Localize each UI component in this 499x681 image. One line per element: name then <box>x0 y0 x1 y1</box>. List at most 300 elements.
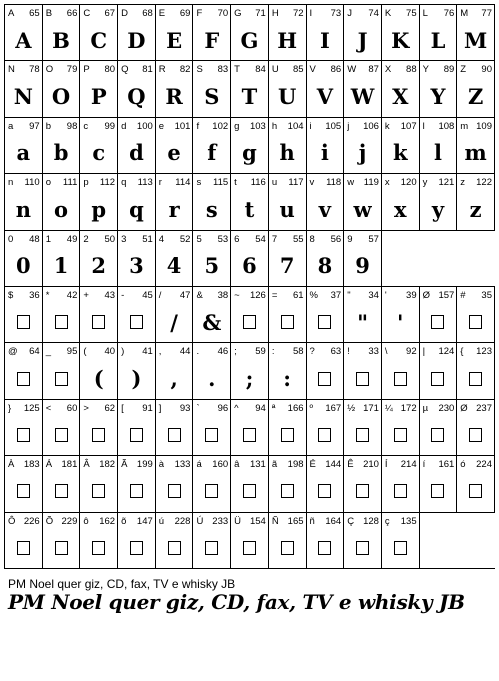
glyph-code-label: 77 <box>481 8 492 19</box>
glyph-label <box>347 346 379 357</box>
glyph-sample: x <box>394 196 407 222</box>
glyph-cell <box>80 174 118 230</box>
glyph-code-label: 100 <box>136 120 153 132</box>
glyph-cell <box>80 456 118 512</box>
glyph-cell <box>344 231 382 287</box>
glyph-char-label: h <box>271 120 278 132</box>
glyph-code-label: 105 <box>325 120 342 132</box>
glyph-code-label: 71 <box>255 8 266 19</box>
glyph-char-label: m <box>460 120 469 132</box>
missing-glyph-box <box>118 417 155 453</box>
glyph-char-label: N <box>8 64 15 76</box>
glyph-label <box>234 403 266 414</box>
glyph-code-label: 55 <box>292 233 304 245</box>
glyph-label <box>159 8 191 19</box>
glyph-label <box>83 234 115 245</box>
glyph-sample: M <box>464 27 488 53</box>
glyph-char-label: D <box>121 8 128 19</box>
glyph-cell <box>156 231 194 287</box>
glyph-cell <box>80 61 118 117</box>
glyph-label <box>385 459 417 470</box>
glyph-sample: ) <box>131 366 142 392</box>
glyph-char-label: f <box>196 120 200 132</box>
empty-cell <box>420 513 458 569</box>
glyph-label <box>159 177 191 188</box>
glyph-sample: 3 <box>129 253 144 279</box>
glyph-code-label: 40 <box>104 346 116 358</box>
glyph-sample: R <box>165 84 183 110</box>
glyph-code-label: 41 <box>142 346 153 358</box>
missing-glyph-box <box>231 417 268 453</box>
glyph-label <box>460 290 492 301</box>
glyph-label <box>423 403 455 414</box>
glyph-code-label: 56 <box>330 233 342 245</box>
glyph-cell <box>420 343 458 399</box>
glyph-label <box>121 516 153 527</box>
glyph-char-label: u <box>271 177 278 189</box>
glyph-label <box>385 64 417 75</box>
glyph-code-label: 66 <box>66 8 78 19</box>
glyph-code-label: 94 <box>255 402 266 414</box>
glyph-char-label: ½ <box>347 402 356 414</box>
glyph-cell <box>80 118 118 174</box>
glyph-label <box>310 234 342 245</box>
glyph-label <box>460 459 492 470</box>
glyph-code-label: 226 <box>23 515 40 527</box>
missing-glyph-box <box>420 304 457 340</box>
glyph-label <box>46 64 78 75</box>
missing-glyph-box <box>43 360 80 396</box>
glyph-cell <box>420 118 458 174</box>
glyph-char-label: g <box>234 120 240 132</box>
glyph-code-label: 60 <box>66 402 78 414</box>
glyph-code-label: 230 <box>438 402 455 414</box>
glyph-code-label: 64 <box>29 346 40 358</box>
glyph-cell <box>193 400 231 456</box>
glyph-char-label: V <box>309 64 316 76</box>
glyph-code-label: 116 <box>250 177 266 189</box>
glyph-code-label: 107 <box>400 120 417 132</box>
glyph-label <box>83 121 115 132</box>
glyph-label <box>8 121 40 132</box>
glyph-label <box>121 64 153 75</box>
glyph-label <box>272 64 304 75</box>
glyph-char-label: % <box>309 290 318 301</box>
glyph-label <box>121 177 153 188</box>
glyph-code-label: 69 <box>179 8 191 19</box>
glyph-label <box>272 403 304 414</box>
glyph-code-label: 59 <box>255 346 266 358</box>
glyph-char-label: @ <box>8 346 18 358</box>
glyph-code-label: 228 <box>174 515 191 527</box>
missing-glyph-box <box>43 530 80 566</box>
glyph-label <box>8 459 40 470</box>
glyph-label <box>234 8 266 19</box>
glyph-cell <box>231 231 269 287</box>
glyph-sample: ; <box>245 366 254 392</box>
glyph-label <box>385 516 417 527</box>
glyph-cell <box>118 174 156 230</box>
missing-glyph-box <box>344 473 381 509</box>
glyph-sample: m <box>464 140 487 166</box>
glyph-sample: Y <box>430 84 446 110</box>
glyph-label <box>46 346 78 357</box>
glyph-char-label: Ø <box>422 290 430 301</box>
glyph-char-label: I <box>309 8 313 19</box>
glyph-char-label: X <box>384 64 392 76</box>
glyph-label <box>46 516 78 527</box>
glyph-cell <box>193 343 231 399</box>
glyph-char-label: = <box>271 290 278 301</box>
glyph-code-label: 88 <box>406 64 417 76</box>
glyph-label <box>121 290 153 301</box>
empty-cell <box>457 231 495 287</box>
missing-glyph-box <box>269 473 306 509</box>
glyph-sample: b <box>53 140 69 166</box>
glyph-cell <box>307 61 345 117</box>
glyph-char-label: 0 <box>8 233 14 245</box>
glyph-cell <box>5 400 43 456</box>
glyph-cell <box>382 118 420 174</box>
missing-glyph-box <box>118 304 155 340</box>
glyph-label <box>272 234 304 245</box>
glyph-cell <box>156 513 194 569</box>
glyph-cell <box>43 456 81 512</box>
glyph-char-label: ñ <box>309 515 315 527</box>
glyph-label <box>46 290 78 301</box>
glyph-cell <box>382 456 420 512</box>
glyph-label <box>460 8 492 19</box>
glyph-code-label: 166 <box>287 402 304 414</box>
missing-glyph-box <box>457 417 494 453</box>
glyph-char-label: M <box>460 8 469 19</box>
glyph-label <box>234 64 266 75</box>
glyph-sample: I <box>319 27 330 53</box>
glyph-sample: , <box>170 366 178 392</box>
glyph-label <box>83 516 115 527</box>
glyph-char-label: ) <box>121 346 125 358</box>
glyph-code-label: 123 <box>476 346 492 358</box>
glyph-code-label: 233 <box>212 515 229 527</box>
glyph-code-label: 121 <box>438 177 455 189</box>
glyph-cell <box>231 456 269 512</box>
glyph-code-label: 147 <box>136 515 153 527</box>
glyph-char-label: > <box>83 402 89 414</box>
glyph-char-label: ! <box>347 346 350 358</box>
glyph-code-label: 78 <box>29 64 40 76</box>
glyph-cell <box>156 287 194 343</box>
glyph-code-label: 52 <box>179 233 191 245</box>
glyph-sample: K <box>391 27 410 53</box>
glyph-char-label: i <box>309 120 312 132</box>
glyph-code-label: 160 <box>212 459 229 471</box>
glyph-sample: r <box>168 196 180 222</box>
glyph-label <box>8 290 40 301</box>
missing-glyph-box <box>344 360 381 396</box>
missing-glyph-box <box>269 417 306 453</box>
glyph-char-label: $ <box>8 290 14 301</box>
glyph-char-label: } <box>8 402 12 414</box>
glyph-sample: k <box>392 140 408 166</box>
glyph-cell <box>269 5 307 61</box>
missing-glyph-box <box>344 530 381 566</box>
glyph-label <box>159 290 191 301</box>
glyph-code-label: 164 <box>325 515 342 527</box>
glyph-code-label: 181 <box>61 459 78 471</box>
glyph-label <box>46 403 78 414</box>
glyph-label <box>159 516 191 527</box>
glyph-code-label: 75 <box>406 8 417 19</box>
glyph-char-label: ¼ <box>384 402 393 414</box>
missing-glyph-box <box>307 417 344 453</box>
missing-glyph-box <box>156 530 193 566</box>
glyph-code-label: 182 <box>99 459 116 471</box>
glyph-cell <box>80 400 118 456</box>
glyph-label <box>8 234 40 245</box>
glyph-code-label: 120 <box>400 177 417 189</box>
glyph-sample: g <box>242 140 257 166</box>
glyph-code-label: 118 <box>326 177 342 189</box>
glyph-code-label: 35 <box>481 290 492 301</box>
glyph-code-label: 61 <box>292 290 304 301</box>
missing-glyph-box <box>118 473 155 509</box>
glyph-sample: ( <box>93 366 104 392</box>
glyph-label <box>196 346 228 357</box>
glyph-label <box>83 403 115 414</box>
glyph-sample: v <box>318 196 331 222</box>
glyph-cell <box>193 513 231 569</box>
glyph-sample: N <box>13 84 33 110</box>
glyph-char-label: Z <box>460 64 467 76</box>
empty-cell <box>382 231 420 287</box>
glyph-label <box>347 64 379 75</box>
missing-glyph-box <box>231 304 268 340</box>
glyph-char-label: º <box>309 402 314 414</box>
glyph-code-label: 42 <box>66 290 78 301</box>
glyph-cell <box>307 456 345 512</box>
glyph-sample: 0 <box>16 253 31 279</box>
glyph-cell <box>344 456 382 512</box>
glyph-code-label: 109 <box>476 120 492 132</box>
glyph-cell <box>382 343 420 399</box>
glyph-code-label: 154 <box>249 515 266 527</box>
glyph-label <box>159 121 191 132</box>
glyph-code-label: 83 <box>217 64 229 76</box>
glyph-code-label: 112 <box>99 177 116 189</box>
glyph-code-label: 128 <box>363 515 379 527</box>
glyph-char-label: 8 <box>309 233 315 245</box>
glyph-char-label: ç <box>384 515 390 527</box>
glyph-label <box>159 64 191 75</box>
glyph-cell <box>269 513 307 569</box>
glyph-char-label: E <box>158 8 166 19</box>
glyph-sample: & <box>202 309 222 335</box>
glyph-code-label: 97 <box>29 120 40 132</box>
glyph-cell <box>231 287 269 343</box>
glyph-code-label: 79 <box>66 64 78 76</box>
glyph-sample: 7 <box>279 253 295 279</box>
glyph-char-label: l <box>422 120 425 132</box>
missing-glyph-box <box>156 473 193 509</box>
glyph-cell <box>156 118 194 174</box>
sample-text-font: PM Noel quer giz, CD, fax, TV e whisky JB <box>8 590 465 614</box>
glyph-label <box>423 346 455 357</box>
glyph-sample: A <box>15 27 32 53</box>
glyph-label <box>385 290 417 301</box>
glyph-cell <box>118 400 156 456</box>
glyph-code-label: 87 <box>368 64 379 76</box>
glyph-char-label: Ç <box>347 515 355 527</box>
glyph-code-label: 157 <box>438 290 455 301</box>
glyph-cell <box>307 118 345 174</box>
glyph-char-label: ª <box>271 402 276 414</box>
glyph-label <box>83 346 115 357</box>
glyph-cell <box>457 5 495 61</box>
glyph-code-label: 101 <box>174 120 191 132</box>
glyph-cell <box>193 287 231 343</box>
glyph-label <box>310 459 342 470</box>
missing-glyph-box <box>193 473 230 509</box>
glyph-code-label: 47 <box>179 290 191 301</box>
glyph-sample: h <box>279 140 295 166</box>
glyph-sample: n <box>15 196 31 222</box>
glyph-sample: p <box>91 196 107 222</box>
glyph-cell <box>156 61 194 117</box>
glyph-code-label: 108 <box>438 120 455 132</box>
glyph-char-label: à <box>158 459 165 471</box>
glyph-label <box>423 121 455 132</box>
missing-glyph-box <box>231 473 268 509</box>
glyph-code-label: 33 <box>368 346 379 358</box>
glyph-label <box>385 177 417 188</box>
glyph-label <box>8 8 40 19</box>
glyph-char-label: F <box>196 8 203 19</box>
glyph-char-label: 9 <box>347 233 353 245</box>
glyph-code-label: 96 <box>217 402 229 414</box>
missing-glyph-box <box>80 417 117 453</box>
glyph-sample: q <box>129 196 144 222</box>
glyph-code-label: 114 <box>175 177 191 189</box>
glyph-sample: . <box>208 366 216 392</box>
missing-glyph-box <box>5 417 42 453</box>
glyph-label <box>272 121 304 132</box>
missing-glyph-box <box>420 417 457 453</box>
glyph-char-label: Ñ <box>271 515 279 527</box>
glyph-label <box>83 290 115 301</box>
glyph-char-label: d <box>121 120 127 132</box>
glyph-cell <box>118 456 156 512</box>
glyph-cell <box>5 174 43 230</box>
glyph-char-label: ~ <box>234 290 240 301</box>
missing-glyph-box <box>269 530 306 566</box>
glyph-cell <box>80 231 118 287</box>
glyph-code-label: 161 <box>438 459 455 471</box>
glyph-sample: : <box>283 366 292 392</box>
glyph-label <box>46 234 78 245</box>
glyph-char-label: ú <box>158 515 165 527</box>
glyph-code-label: 65 <box>29 8 40 19</box>
glyph-char-label: B <box>45 8 53 19</box>
glyph-code-label: 74 <box>368 8 379 19</box>
glyph-label <box>272 290 304 301</box>
glyph-cell <box>231 400 269 456</box>
glyph-label <box>159 234 191 245</box>
glyph-code-label: 36 <box>29 290 40 301</box>
glyph-char-label: ` <box>196 402 200 414</box>
glyph-char-label: " <box>347 290 351 301</box>
glyph-cell <box>420 400 458 456</box>
glyph-cell <box>193 5 231 61</box>
glyph-cell <box>269 61 307 117</box>
glyph-sample: 5 <box>204 253 220 279</box>
glyph-char-label: 5 <box>196 233 202 245</box>
glyph-char-label: µ <box>422 402 429 414</box>
glyph-cell <box>118 5 156 61</box>
glyph-char-label: 6 <box>234 233 240 245</box>
glyph-char-label: Õ <box>45 515 54 527</box>
glyph-label <box>196 121 228 132</box>
glyph-cell <box>307 287 345 343</box>
glyph-label <box>234 121 266 132</box>
glyph-cell <box>156 174 194 230</box>
glyph-char-label: á <box>196 459 202 471</box>
glyph-label <box>310 121 342 132</box>
empty-cell <box>420 231 458 287</box>
glyph-cell <box>118 61 156 117</box>
missing-glyph-box <box>5 360 42 396</box>
glyph-code-label: 111 <box>62 177 78 189</box>
glyph-cell <box>344 174 382 230</box>
missing-glyph-box <box>156 417 193 453</box>
glyph-sample: z <box>469 196 482 222</box>
glyph-code-label: 81 <box>142 64 153 76</box>
glyph-cell <box>156 456 194 512</box>
glyph-sample: Z <box>467 84 484 110</box>
glyph-char-label: q <box>121 177 127 189</box>
glyph-code-label: 89 <box>443 64 455 76</box>
glyph-char-label: H <box>271 8 279 19</box>
glyph-label <box>196 290 228 301</box>
glyph-char-label: n <box>8 177 14 189</box>
glyph-label <box>46 177 78 188</box>
glyph-code-label: 131 <box>249 459 266 471</box>
glyph-cell <box>269 343 307 399</box>
glyph-cell <box>231 513 269 569</box>
glyph-char-label: - <box>121 290 125 301</box>
glyph-char-label: Ú <box>196 515 204 527</box>
glyph-char-label: ] <box>158 402 162 414</box>
glyph-sample: 9 <box>355 253 370 279</box>
glyph-char-label: x <box>384 177 390 189</box>
glyph-cell <box>382 400 420 456</box>
glyph-cell <box>457 118 495 174</box>
glyph-label <box>347 177 379 188</box>
glyph-label <box>83 459 115 470</box>
glyph-label <box>234 346 266 357</box>
glyph-sample: i <box>320 140 329 166</box>
glyph-cell <box>118 343 156 399</box>
glyph-label <box>423 459 455 470</box>
glyph-label <box>460 346 492 357</box>
glyph-char-label: 4 <box>158 233 165 245</box>
glyph-code-label: 48 <box>29 233 40 245</box>
glyph-label <box>121 346 153 357</box>
glyph-label <box>234 516 266 527</box>
glyph-sample: 1 <box>53 253 69 279</box>
glyph-cell <box>43 231 81 287</box>
glyph-cell <box>307 343 345 399</box>
glyph-label <box>385 403 417 414</box>
